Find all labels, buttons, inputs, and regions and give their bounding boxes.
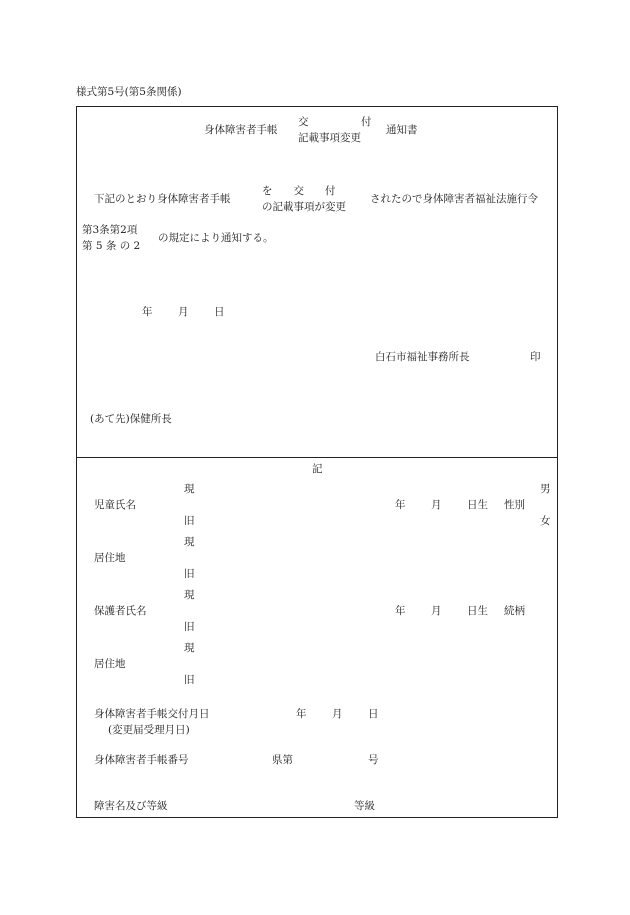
date-year: 年 bbox=[142, 306, 153, 318]
guardian-residence-former: 旧 bbox=[184, 674, 195, 686]
prefecture-no: 県第 bbox=[272, 754, 293, 766]
sender-office: 白石市福祉事務所長 bbox=[375, 351, 470, 363]
child-name-label: 児童氏名 bbox=[94, 499, 136, 511]
gender-label: 性別 bbox=[504, 499, 525, 511]
form-number: 様式第5号(第5条関係) bbox=[76, 86, 182, 98]
date-month: 月 bbox=[178, 306, 189, 318]
body-line1-prefix: 下記のとおり身体障害者手帳 bbox=[94, 193, 231, 205]
change-receipt-label: (変更届受理月日) bbox=[108, 724, 190, 736]
header-option-change: 記載事項変更 bbox=[298, 132, 361, 144]
guardian-birth-year: 年 bbox=[395, 605, 406, 617]
issue-date-label: 身体障害者手帳交付月日 bbox=[94, 708, 210, 720]
date-day: 日 bbox=[214, 306, 225, 318]
body-option-change: の記載事項が変更 bbox=[262, 201, 346, 213]
child-residence-former: 旧 bbox=[184, 568, 195, 580]
guardian-birth-day: 日生 bbox=[467, 605, 488, 617]
header-prefix: 身体障害者手帳 bbox=[204, 124, 278, 136]
child-birth-month: 月 bbox=[431, 499, 442, 511]
child-residence-label: 居住地 bbox=[94, 552, 126, 564]
guardian-name-former: 旧 bbox=[184, 621, 195, 633]
body-article-a: 第3条第2項 bbox=[82, 224, 138, 236]
issue-month: 月 bbox=[332, 708, 343, 720]
number-suffix: 号 bbox=[368, 754, 379, 766]
gender-female: 女 bbox=[540, 515, 551, 527]
relationship-label: 続柄 bbox=[504, 605, 525, 617]
child-birth-day: 日生 bbox=[467, 499, 488, 511]
grade-label: 等級 bbox=[354, 800, 375, 812]
recipient: (あて先)保健所長 bbox=[90, 413, 172, 425]
body-line1-suffix: されたので身体障害者福祉法施行令 bbox=[370, 193, 538, 205]
section-divider bbox=[76, 457, 558, 458]
issue-day: 日 bbox=[368, 708, 379, 720]
record-heading: 記 bbox=[312, 463, 323, 475]
guardian-birth-month: 月 bbox=[431, 605, 442, 617]
gender-male: 男 bbox=[540, 483, 551, 495]
child-name-current: 現 bbox=[184, 483, 195, 495]
child-name-former: 旧 bbox=[184, 515, 195, 527]
child-residence-current: 現 bbox=[184, 536, 195, 548]
number-label: 身体障害者手帳番号 bbox=[94, 754, 189, 766]
guardian-residence-label: 居住地 bbox=[94, 658, 126, 670]
guardian-name-label: 保護者氏名 bbox=[94, 605, 147, 617]
disability-label: 障害名及び等級 bbox=[94, 800, 168, 812]
child-birth-year: 年 bbox=[395, 499, 406, 511]
seal-mark: 印 bbox=[530, 351, 541, 363]
header-suffix: 通知書 bbox=[386, 124, 418, 136]
header-option-issue: 交 付 bbox=[298, 116, 372, 128]
issue-year: 年 bbox=[296, 708, 307, 720]
guardian-residence-current: 現 bbox=[184, 642, 195, 654]
guardian-name-current: 現 bbox=[184, 589, 195, 601]
body-option-issue: を 交 付 bbox=[262, 185, 336, 197]
body-article-b: 第 5 条 の 2 bbox=[82, 240, 141, 252]
body-line2-suffix: の規定により通知する。 bbox=[158, 232, 274, 244]
